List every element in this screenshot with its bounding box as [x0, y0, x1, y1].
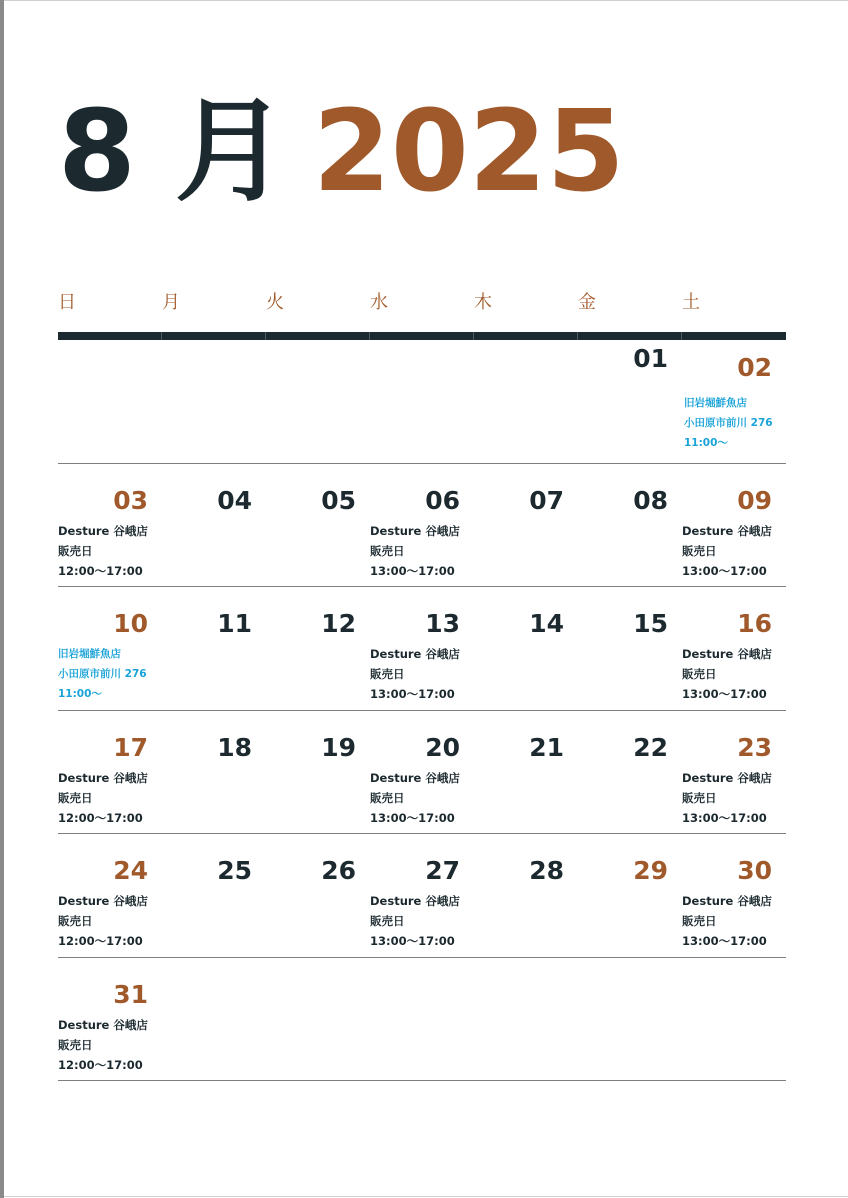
event-block	[682, 644, 802, 704]
event-line: 13:00～17:00	[682, 934, 767, 948]
event-line: 小田原市前川 276	[684, 417, 773, 429]
event-line: 11:00～	[58, 688, 102, 700]
event-block	[370, 768, 490, 828]
day-cell[interactable]	[58, 587, 162, 709]
day-cell[interactable]	[162, 834, 266, 956]
event-line: 13:00～17:00	[370, 810, 455, 825]
event-line: 販売日	[682, 543, 717, 558]
weekday-sun: 日	[58, 292, 76, 313]
event-block	[58, 644, 178, 704]
day-number: 29	[633, 856, 668, 885]
header-divider	[58, 332, 786, 340]
event-line: Desture 谷峨店	[58, 894, 148, 908]
event-line: Desture 谷峨店	[682, 770, 772, 785]
event-line: 販売日	[370, 790, 405, 805]
event-line: 販売日	[370, 914, 405, 928]
day-cell[interactable]	[474, 464, 578, 586]
event-line: 販売日	[370, 543, 405, 558]
event-line: Desture 谷峨店	[58, 523, 148, 538]
day-number: 30	[737, 856, 772, 885]
day-number: 11	[217, 609, 252, 638]
day-number: 01	[633, 344, 668, 373]
event-block	[370, 644, 490, 704]
day-number: 19	[321, 732, 356, 762]
day-cell[interactable]	[682, 834, 786, 956]
event-line: Desture 谷峨店	[370, 647, 460, 661]
event-block	[684, 393, 804, 453]
day-number: 12	[321, 609, 356, 638]
day-number: 25	[217, 856, 252, 885]
weekday-mon: 月	[162, 292, 180, 313]
event-block	[58, 1015, 178, 1075]
event-line: 11:00～	[684, 437, 728, 449]
day-number: 02	[737, 353, 772, 382]
day-cell[interactable]	[162, 711, 266, 833]
day-cell[interactable]	[474, 834, 578, 956]
event-line: 販売日	[58, 914, 93, 928]
week-row	[58, 340, 786, 464]
event-line: 12:00～17:00	[58, 1057, 143, 1072]
day-number: 26	[321, 856, 356, 885]
event-line: 旧岩堀鮮魚店	[58, 648, 121, 660]
day-cell[interactable]	[266, 834, 370, 956]
event-line: 12:00～17:00	[58, 934, 143, 948]
event-line: Desture 谷峨店	[682, 523, 772, 538]
event-line: Desture 谷峨店	[682, 647, 772, 661]
event-line: Desture 谷峨店	[682, 894, 772, 908]
event-block	[682, 891, 802, 951]
day-number: 16	[737, 609, 772, 638]
day-cell[interactable]	[578, 587, 682, 709]
day-cell[interactable]	[682, 587, 786, 709]
page-left-border	[0, 0, 4, 1198]
day-cell[interactable]	[370, 587, 474, 709]
day-cell[interactable]	[58, 834, 162, 956]
event-line: 販売日	[682, 667, 717, 681]
day-number: 04	[217, 485, 252, 515]
event-line: 販売日	[682, 790, 717, 805]
event-line: 13:00～17:00	[682, 563, 767, 578]
page-top-edge	[4, 0, 848, 1]
event-block	[682, 768, 802, 828]
day-number: 10	[113, 609, 148, 638]
event-line: 13:00～17:00	[682, 687, 767, 701]
day-cell[interactable]	[578, 834, 682, 956]
day-number: 05	[321, 485, 356, 515]
weekday-thu: 木	[474, 292, 492, 313]
day-number: 28	[529, 856, 564, 885]
day-number: 14	[529, 609, 564, 638]
day-number: 24	[113, 856, 148, 885]
weekday-tue: 火	[266, 292, 284, 313]
event-line: 販売日	[370, 667, 405, 681]
title-month: 8 月	[58, 87, 287, 217]
event-line: 12:00～17:00	[58, 563, 143, 578]
day-cell[interactable]	[162, 587, 266, 709]
day-number: 20	[425, 732, 460, 762]
day-cell[interactable]	[682, 340, 786, 462]
day-cell[interactable]	[682, 464, 786, 586]
day-cell[interactable]	[266, 464, 370, 586]
day-cell[interactable]	[682, 711, 786, 833]
day-cell[interactable]	[370, 711, 474, 833]
day-cell[interactable]	[266, 587, 370, 709]
day-number: 08	[633, 485, 668, 515]
event-block	[58, 521, 178, 581]
day-number: 15	[633, 609, 668, 638]
weekday-sat: 土	[682, 292, 700, 313]
weekday-wed: 水	[370, 292, 388, 313]
day-number: 23	[737, 732, 772, 762]
day-number: 27	[425, 856, 460, 885]
event-line: 販売日	[58, 543, 93, 558]
day-cell[interactable]	[578, 711, 682, 833]
day-cell[interactable]	[474, 587, 578, 709]
calendar-grid	[58, 340, 786, 1081]
title-year: 2025	[312, 87, 625, 217]
day-cell[interactable]	[162, 464, 266, 586]
event-line: 小田原市前川 276	[58, 668, 147, 680]
day-cell[interactable]	[474, 711, 578, 833]
day-number: 21	[529, 732, 564, 762]
day-cell[interactable]	[578, 464, 682, 586]
event-line: 13:00～17:00	[370, 687, 455, 701]
event-block	[58, 768, 178, 828]
page-bottom-edge	[4, 1196, 848, 1197]
day-cell[interactable]	[266, 711, 370, 833]
event-line: 13:00～17:00	[682, 810, 767, 825]
event-block	[58, 891, 178, 951]
week-row	[58, 834, 786, 958]
day-cell[interactable]	[370, 834, 474, 956]
weekday-header	[58, 288, 786, 316]
week-row	[58, 711, 786, 835]
event-line: 13:00～17:00	[370, 934, 455, 948]
day-number: 13	[425, 609, 460, 638]
event-line: 12:00～17:00	[58, 810, 143, 825]
day-number: 18	[217, 732, 252, 762]
event-line: Desture 谷峨店	[370, 894, 460, 908]
day-number: 17	[113, 732, 148, 762]
day-cell[interactable]	[58, 711, 162, 833]
day-number: 06	[425, 485, 460, 515]
week-row	[58, 958, 786, 1082]
event-line: 13:00～17:00	[370, 563, 455, 578]
event-line: 旧岩堀鮮魚店	[684, 397, 747, 409]
day-cell[interactable]	[578, 340, 682, 462]
day-number: 07	[529, 485, 564, 515]
event-line: 販売日	[682, 914, 717, 928]
event-block	[682, 521, 802, 581]
day-cell[interactable]	[58, 958, 162, 1080]
event-line: Desture 谷峨店	[370, 770, 460, 785]
event-block	[370, 891, 490, 951]
event-line: Desture 谷峨店	[58, 770, 148, 785]
day-number: 03	[113, 485, 148, 515]
day-cell[interactable]	[58, 464, 162, 586]
day-number: 09	[737, 485, 772, 515]
day-number: 31	[113, 979, 148, 1009]
day-cell[interactable]	[370, 464, 474, 586]
event-line: Desture 谷峨店	[58, 1017, 148, 1032]
week-row	[58, 587, 786, 711]
event-line: 販売日	[58, 790, 93, 805]
calendar-title	[58, 87, 625, 217]
event-line: Desture 谷峨店	[370, 523, 460, 538]
weekday-fri: 金	[578, 292, 596, 313]
event-line: 販売日	[58, 1037, 93, 1052]
day-number: 22	[633, 732, 668, 762]
event-block	[370, 521, 490, 581]
week-row	[58, 464, 786, 588]
